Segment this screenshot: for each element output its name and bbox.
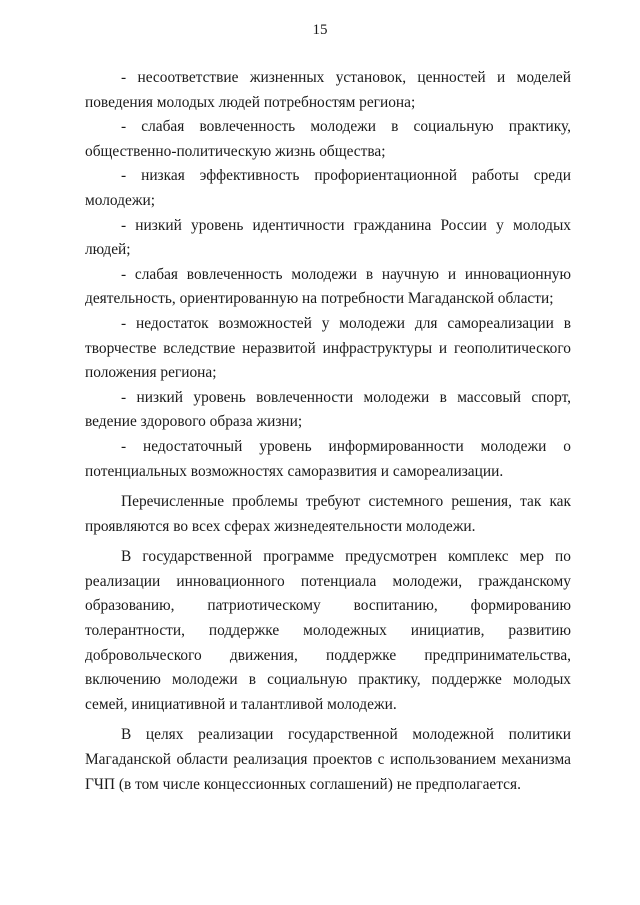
list-item: - слабая вовлеченность молодежи в научную и инновационную деятельность, ориентированную на потребности Магаданской области; <box>85 265 571 308</box>
paragraph: В государственной программе предусмотрен комплекс мер по реализации инновационного потенциала молодежи, гражданскому образованию, патриотическому воспитанию, формированию толерантности, поддержке молодежных инициатив, развитию добровольческого движения, поддержке предпринимательства, включению молодежи в социальную практику, поддержке молодых семей, инициативной и талантливой молодежи. <box>85 548 571 713</box>
list-item: - низкий уровень идентичности гражданина России у молодых людей; <box>85 216 571 259</box>
document-body <box>85 66 571 797</box>
list-item: - недостаточный уровень информированности молодежи о потенциальных возможностях саморазвития и самореализации. <box>85 437 571 480</box>
list-item: - слабая вовлеченность молодежи в социальную практику, общественно-политическую жизнь общества; <box>85 118 571 160</box>
list-item: - низкая эффективность профориентационной работы среди молодежи; <box>85 167 571 209</box>
list-item: - несоответствие жизненных установок, ценностей и моделей поведения молодых людей потребностям региона; <box>85 69 571 111</box>
list-item: - низкий уровень вовлеченности молодежи в массовый спорт, ведение здорового образа жизни; <box>85 388 571 431</box>
paragraph: Перечисленные проблемы требуют системного решения, так как проявляются во всех сферах жизнедеятельности молодежи. <box>85 493 571 535</box>
list-item: - недостаток возможностей у молодежи для самореализации в творчестве вследствие неразвитой инфраструктуры и геополитического положения региона; <box>85 314 571 382</box>
page-number: 15 <box>312 22 328 38</box>
paragraph: В целях реализации государственной молодежной политики Магаданской области реализация проектов с использованием механизма ГЧП (в том числе концессионных соглашений) не предполагается. <box>85 726 571 793</box>
